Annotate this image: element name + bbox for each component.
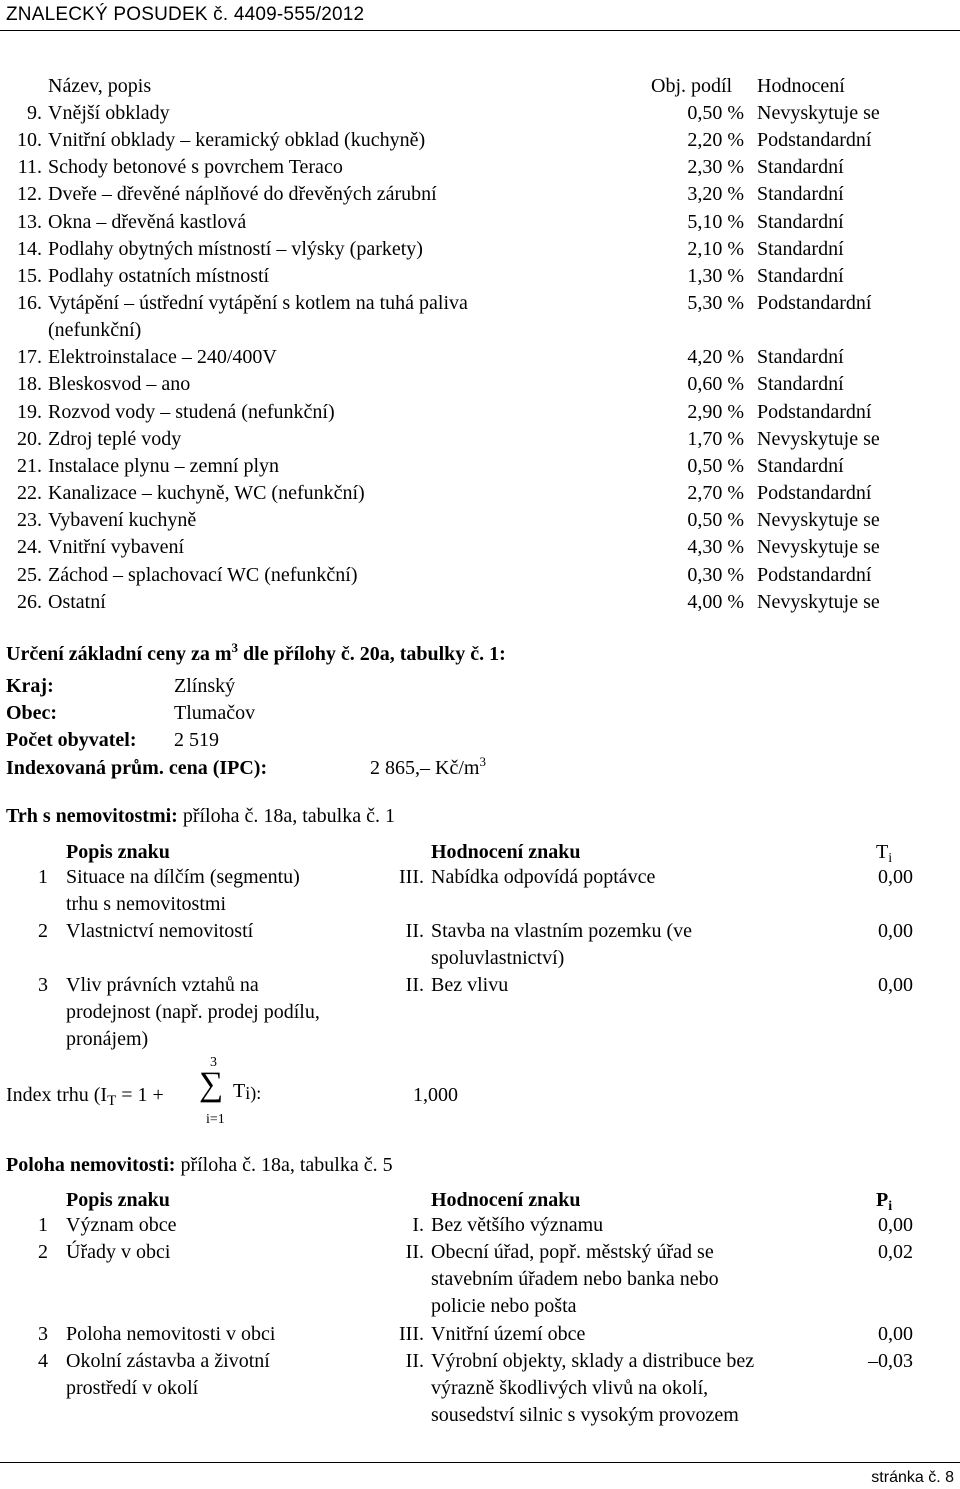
row-number: 26.: [17, 591, 42, 613]
market-col-eval: Hodnocení znaku: [431, 841, 581, 863]
row-share: 0,30 %: [687, 564, 744, 586]
factor-level: II.: [405, 1350, 424, 1372]
row-name: Podlahy ostatních místností: [48, 265, 270, 287]
factor-level: III.: [399, 1323, 424, 1345]
factor-description-line: Poloha nemovitosti v obci: [66, 1323, 276, 1345]
row-number: 21.: [17, 455, 42, 477]
table-row: [0, 182, 960, 209]
ipc-label: Indexovaná prům. cena (IPC):: [6, 757, 268, 779]
row-number: 10.: [17, 129, 42, 151]
factor-level: II.: [405, 1241, 424, 1263]
factor-level: III.: [399, 866, 424, 888]
row-rating: Standardní: [757, 455, 844, 477]
kraj-value: Zlínský: [174, 675, 236, 697]
row-share: 0,50 %: [687, 455, 744, 477]
row-number: 9.: [27, 102, 42, 124]
header-rule: [0, 30, 960, 31]
row-rating: Standardní: [757, 265, 844, 287]
row-number: 22.: [17, 482, 42, 504]
row-share: 4,30 %: [687, 536, 744, 558]
factor-value: 0,00: [878, 866, 913, 888]
row-number: 14.: [17, 238, 42, 260]
base-price-heading: Určení základní ceny za $m^3$ dle přílohy č. 20a, tabulky č. 1:: [6, 640, 506, 665]
factor-evaluation-line: Bez většího významu: [431, 1214, 604, 1236]
row-rating: Standardní: [757, 183, 844, 205]
factor-number: 4: [38, 1350, 48, 1372]
factor-evaluation-line: výrazně škodlivých vlivů na okolí,: [431, 1377, 709, 1399]
row-rating: Podstandardní: [757, 401, 872, 423]
sum-symbol: ∑: [199, 1066, 224, 1103]
row-rating: Standardní: [757, 211, 844, 233]
factor-level: I.: [412, 1214, 424, 1236]
factor-description: [66, 972, 386, 1053]
factor-evaluation-line: Obecní úřad, popř. městský úřad se: [431, 1241, 714, 1263]
factor-evaluation: [431, 1321, 831, 1348]
row-share: 5,30 %: [687, 292, 744, 314]
row-name: Podlahy obytných místností – vlýsky (parkety): [48, 238, 423, 260]
factor-level: II.: [405, 920, 424, 942]
row-number: 18.: [17, 373, 42, 395]
row-share: 3,20 %: [687, 183, 744, 205]
location-col-val: $P_i$: [876, 1189, 893, 1214]
factor-evaluation-line: sousedství silnic s vysokým provozem: [431, 1404, 739, 1426]
factor-description-line: Význam obce: [66, 1214, 177, 1236]
row-number: 20.: [17, 428, 42, 450]
table-row: [0, 210, 960, 237]
factor-description: [66, 1212, 386, 1239]
factor-description-line: pronájem): [66, 1028, 149, 1050]
obec-value: Tlumačov: [174, 702, 256, 724]
row-rating: Podstandardní: [757, 129, 872, 151]
table-row: [0, 372, 960, 399]
index-label: Index trhu ($I_T = 1$ +: [6, 1084, 164, 1109]
location-col-desc: Popis znaku: [66, 1189, 170, 1211]
table-row: [0, 237, 960, 264]
location-heading: Poloha nemovitosti: příloha č. 18a, tabulka č. 5: [6, 1154, 393, 1176]
factor-description-line: Vlastnictví nemovitostí: [66, 920, 254, 942]
factor-evaluation: [431, 972, 831, 999]
row-name: Instalace plynu – zemní plyn: [48, 455, 280, 477]
factor-description: [66, 1321, 386, 1348]
index-value: 1,000: [413, 1084, 458, 1106]
row-name: Zdroj teplé vody: [48, 428, 182, 450]
market-col-val: $T_i$: [876, 841, 893, 866]
row-rating: Podstandardní: [757, 292, 872, 314]
market-col-desc: Popis znaku: [66, 841, 170, 863]
row-rating: Standardní: [757, 373, 844, 395]
row-share: 0,60 %: [687, 373, 744, 395]
row-share: 2,30 %: [687, 156, 744, 178]
row-number: 16.: [17, 292, 42, 314]
factor-evaluation-line: Bez vlivu: [431, 974, 509, 996]
row-name: Vnější obklady: [48, 102, 170, 124]
factor-description: [66, 1348, 386, 1402]
factor-evaluation: [431, 1348, 831, 1429]
row-rating: Standardní: [757, 346, 844, 368]
row-share: 2,10 %: [687, 238, 744, 260]
factor-value: 0,00: [878, 974, 913, 996]
ipc-value: 2 865,– $Kč/m^3$: [370, 754, 486, 779]
index-label-tail: Ti):: [233, 1080, 262, 1103]
factor-evaluation-line: Nabídka odpovídá poptávce: [431, 866, 656, 888]
factor-value: –0,03: [868, 1350, 913, 1372]
factor-number: 3: [38, 974, 48, 996]
table-row: [0, 128, 960, 155]
factor-number: 3: [38, 1323, 48, 1345]
table-row: [0, 508, 960, 535]
factor-level: II.: [405, 974, 424, 996]
row-number: 24.: [17, 536, 42, 558]
factor-description: [66, 864, 386, 918]
document-header: ZNALECKÝ POSUDEK č. 4409-555/2012: [6, 4, 365, 25]
row-share: 5,10 %: [687, 211, 744, 233]
row-rating: Nevyskytuje se: [757, 509, 880, 531]
row-share: 1,70 %: [687, 428, 744, 450]
row-name: Kanalizace – kuchyně, WC (nefunkční): [48, 482, 365, 504]
factor-evaluation: [431, 1212, 831, 1239]
table-row: [0, 155, 960, 182]
factor-value: 0,00: [878, 1214, 913, 1236]
factor-description: [66, 918, 386, 945]
table-row: [0, 427, 960, 454]
row-number: 23.: [17, 509, 42, 531]
factor-description-line: Vliv právních vztahů na: [66, 974, 259, 996]
table-row: [0, 454, 960, 481]
row-name: Vytápění – ústřední vytápění s kotlem na tuhá paliva: [48, 292, 468, 314]
factor-number: 2: [38, 920, 48, 942]
market-heading: Trh s nemovitostmi: příloha č. 18a, tabulka č. 1: [6, 805, 395, 827]
row-name: Vnitřní obklady – keramický obklad (kuchyně): [48, 129, 426, 151]
row-name: Elektroinstalace – 240/400V: [48, 346, 277, 368]
row-number: 17.: [17, 346, 42, 368]
row-name: Rozvod vody – studená (nefunkční): [48, 401, 335, 423]
factor-evaluation-line: spoluvlastnictví): [431, 947, 565, 969]
factor-evaluation: [431, 864, 831, 891]
row-rating: Podstandardní: [757, 482, 872, 504]
factor-description-line: Okolní zástavba a životní: [66, 1350, 270, 1372]
row-name: Záchod – splachovací WC (nefunkční): [48, 564, 358, 586]
table-row: [0, 291, 960, 341]
row-number: 13.: [17, 211, 42, 233]
table-row: [0, 400, 960, 427]
table-row: [0, 563, 960, 590]
factor-value: 0,02: [878, 1241, 913, 1263]
factor-description-line: Situace na dílčím (segmentu): [66, 866, 300, 888]
col-header-rating: Hodnocení: [757, 75, 845, 97]
col-header-share: Obj. podíl: [651, 75, 733, 97]
row-share: 0,50 %: [687, 102, 744, 124]
factor-description-line: prodejnost (např. prodej podílu,: [66, 1001, 320, 1023]
kraj-label: Kraj:: [6, 675, 54, 697]
row-name: Dveře – dřevěné náplňové do dřevěných zárubní: [48, 183, 437, 205]
factor-evaluation-line: Výrobní objekty, sklady a distribuce bez: [431, 1350, 755, 1372]
sum-upper-limit: 3: [210, 1055, 217, 1070]
factor-description: [66, 1239, 386, 1266]
table-row: [0, 590, 960, 617]
factor-evaluation: [431, 918, 831, 972]
factor-evaluation-line: Vnitřní území obce: [431, 1323, 586, 1345]
row-name-continued: (nefunkční): [48, 319, 142, 341]
factor-evaluation-line: policie nebo pošta: [431, 1295, 577, 1317]
factor-description-line: trhu s nemovitostmi: [66, 893, 226, 915]
sum-lower-limit: i=1: [206, 1112, 225, 1127]
page-number: stránka č. 8: [871, 1469, 954, 1486]
row-name: Vnitřní vybavení: [48, 536, 185, 558]
row-share: 1,30 %: [687, 265, 744, 287]
row-name: Schody betonové s povrchem Teraco: [48, 156, 343, 178]
row-number: 12.: [17, 183, 42, 205]
factor-evaluation: [431, 1239, 831, 1320]
factor-number: 1: [38, 866, 48, 888]
population-value: 2 519: [174, 729, 219, 751]
factor-number: 1: [38, 1214, 48, 1236]
col-header-name: Název, popis: [48, 75, 152, 97]
factor-number: 2: [38, 1241, 48, 1263]
table-row: [0, 535, 960, 562]
row-rating: Standardní: [757, 238, 844, 260]
row-rating: Nevyskytuje se: [757, 428, 880, 450]
row-share: 0,50 %: [687, 509, 744, 531]
row-name: Ostatní: [48, 591, 106, 613]
row-number: 25.: [17, 564, 42, 586]
table-row: [0, 345, 960, 372]
row-rating: Nevyskytuje se: [757, 536, 880, 558]
obec-label: Obec:: [6, 702, 58, 724]
row-number: 11.: [17, 156, 42, 178]
location-col-eval: Hodnocení znaku: [431, 1189, 581, 1211]
row-number: 15.: [17, 265, 42, 287]
row-name: Okna – dřevěná kastlová: [48, 211, 247, 233]
row-rating: Nevyskytuje se: [757, 591, 880, 613]
row-share: 2,90 %: [687, 401, 744, 423]
factor-evaluation-line: stavebním úřadem nebo banka nebo: [431, 1268, 719, 1290]
row-rating: Podstandardní: [757, 564, 872, 586]
row-share: 4,00 %: [687, 591, 744, 613]
table-row: [0, 264, 960, 291]
population-label: Počet obyvatel:: [6, 729, 137, 751]
row-share: 4,20 %: [687, 346, 744, 368]
row-share: 2,70 %: [687, 482, 744, 504]
factor-description-line: Úřady v obci: [66, 1241, 171, 1263]
row-rating: Standardní: [757, 156, 844, 178]
row-rating: Nevyskytuje se: [757, 102, 880, 124]
row-name: Bleskosvod – ano: [48, 373, 191, 395]
factor-value: 0,00: [878, 1323, 913, 1345]
factor-description-line: prostředí v okolí: [66, 1377, 199, 1399]
row-share: 2,20 %: [687, 129, 744, 151]
factor-value: 0,00: [878, 920, 913, 942]
table-row: [0, 101, 960, 128]
factor-evaluation-line: Stavba na vlastním pozemku (ve: [431, 920, 693, 942]
footer-rule: [0, 1462, 960, 1463]
table-row: [0, 481, 960, 508]
row-name: Vybavení kuchyně: [48, 509, 197, 531]
row-number: 19.: [17, 401, 42, 423]
